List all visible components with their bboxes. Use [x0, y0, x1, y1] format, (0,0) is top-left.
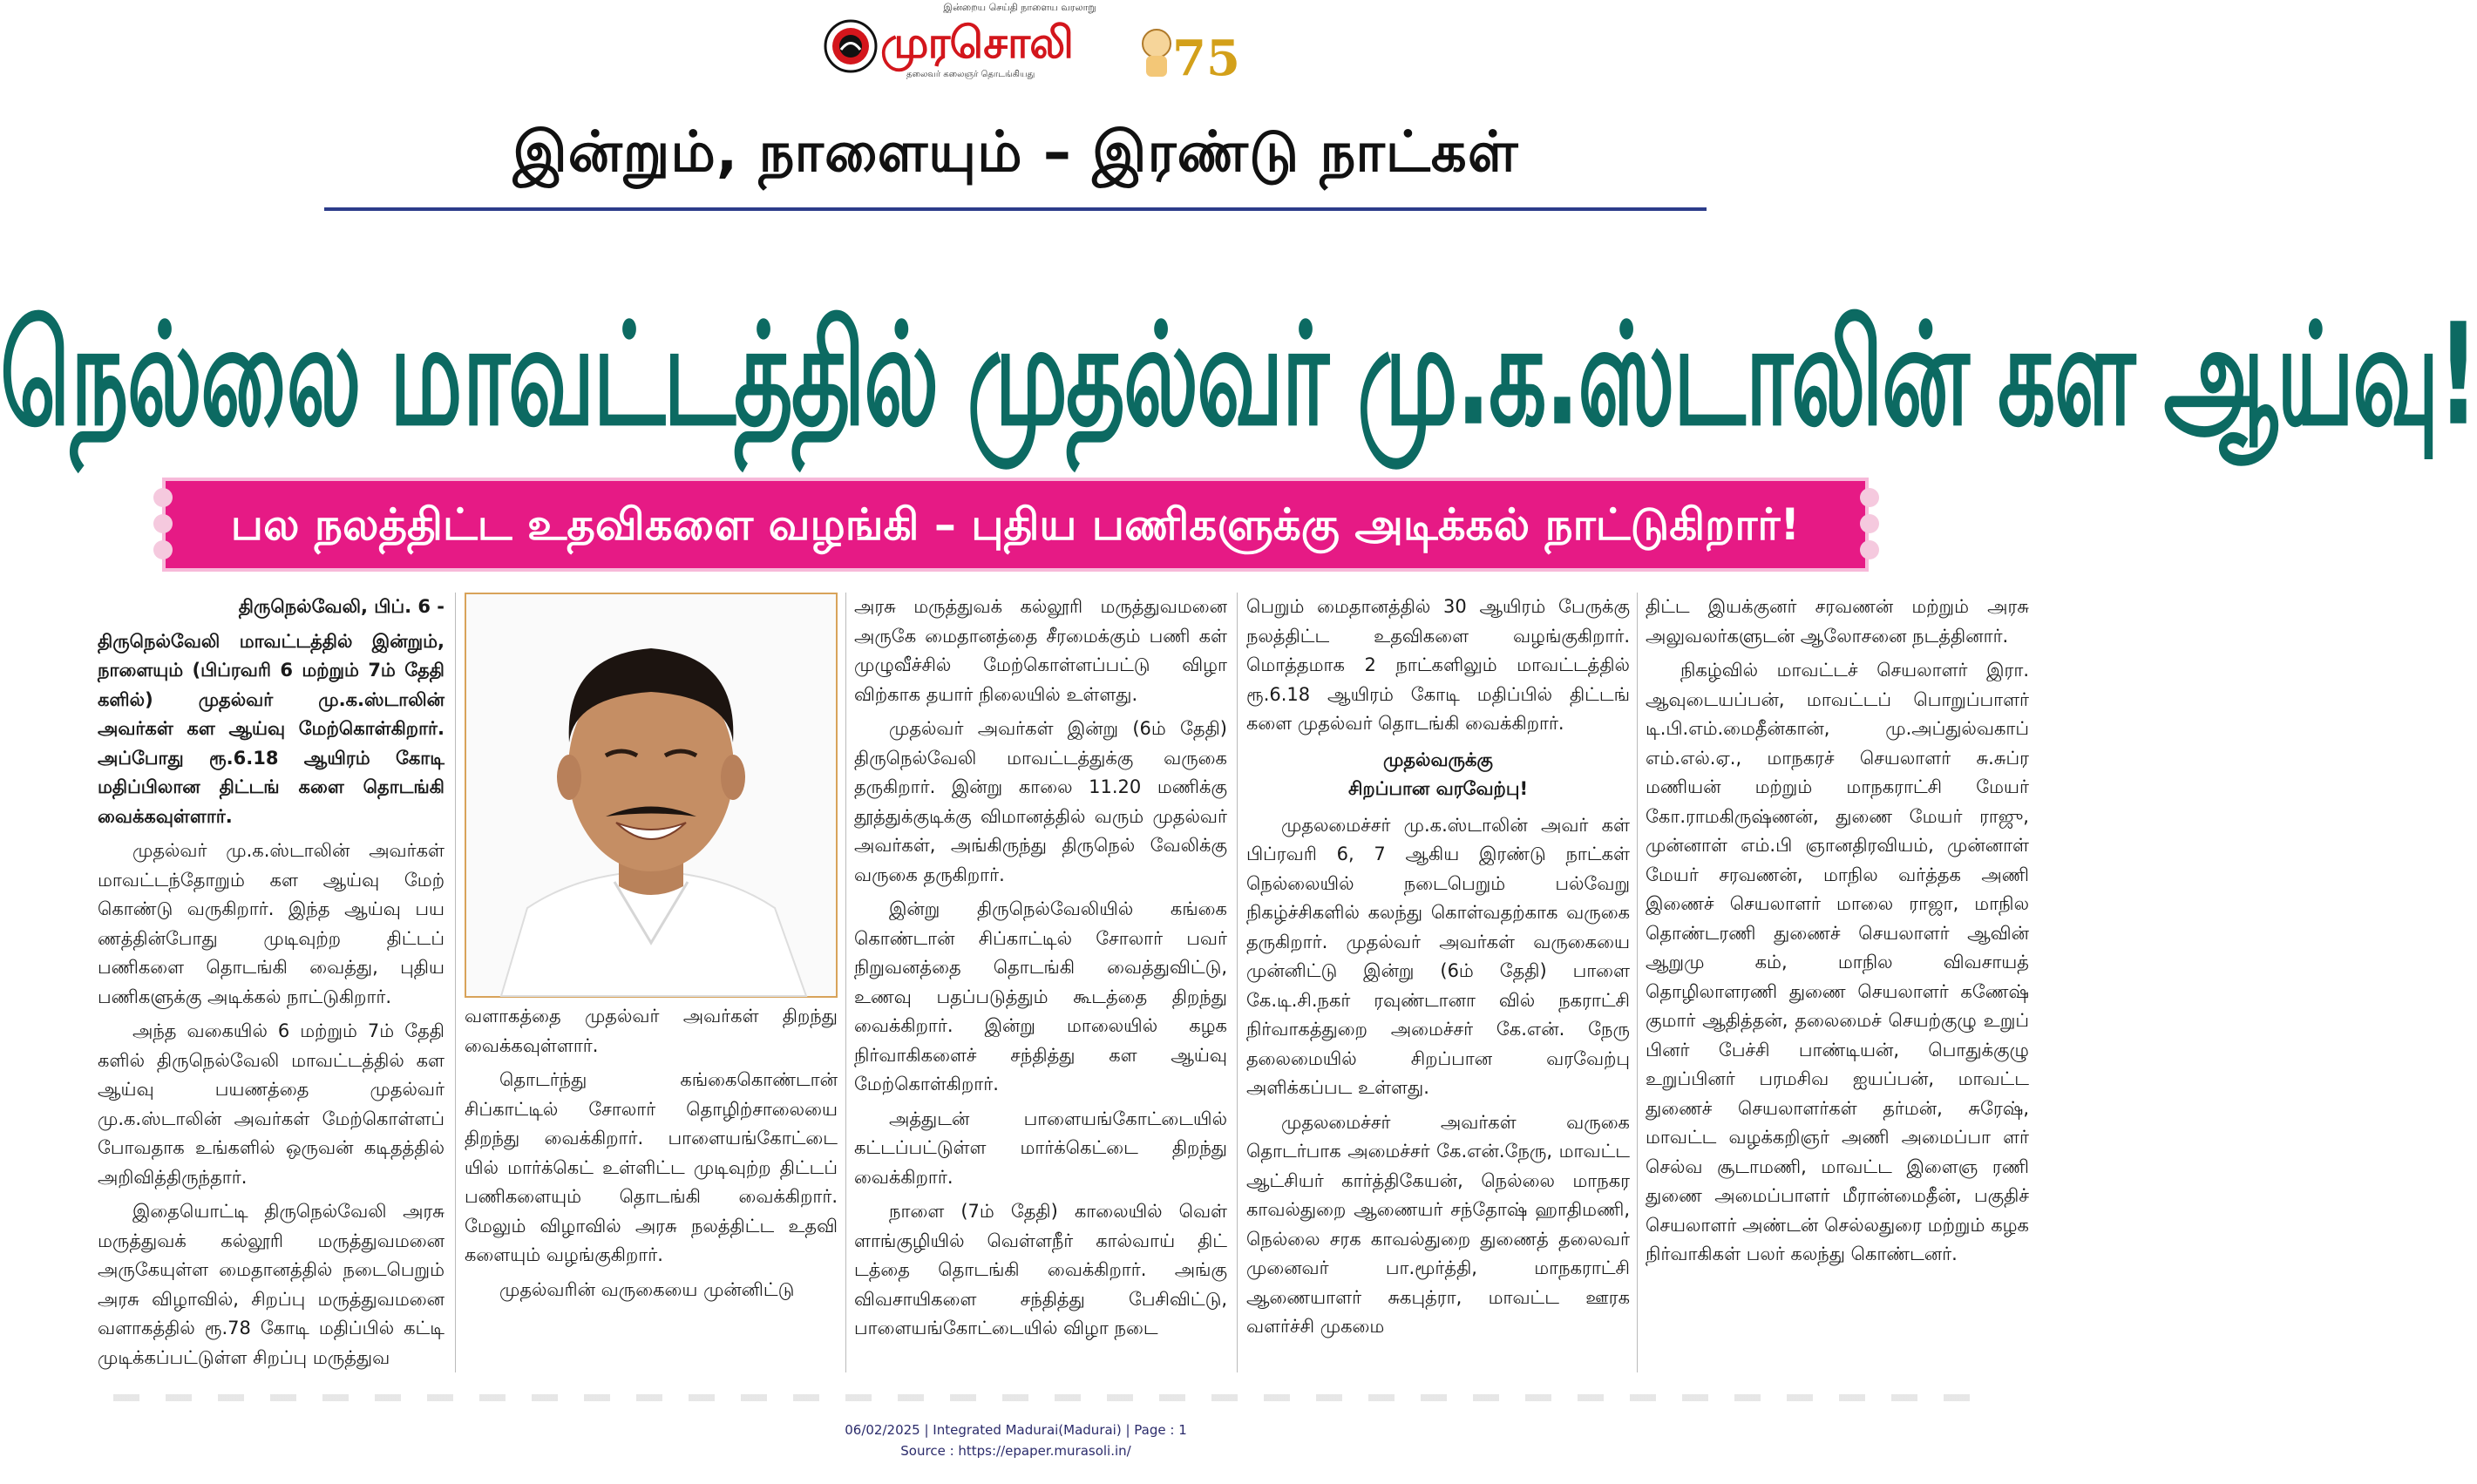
body-paragraph: நிகழ்வில் மாவட்டச் செயலாளர் இரா. ஆவுடையப்பன், மாவட்டப் பொறுப்பாளர் டி.பி.எம்.மைதீன்கான், மு.அப்துல்வகாப் எம்.எல்.ஏ., மாநகரச் செயலாளர் சு.சுப்ர மணியன் மற்றும் மாநகராட்சி மேயர் கோ.ராமகிருஷ்ணன், துணை மேயர் ராஜு, முன்னாள் எம்.பி ஞானதிரவியம், முன்னாள் மேயர் சரவணன், மாநில வர்த்தக அணி இணைச் செயலாளர் மாலை ராஜா, மாநில தொண்டரணி துணைச் செயலாளர் ஆவின் ஆறுமு கம், மாநில விவசாயத் தொழிலாளரணி துணை செயலாளர் கணேஷ் குமார் ஆதித்தன், தலைமைச் செயற்குழு உறுப் பினர் பேச்சி பாண்டியன், பொதுக்குழு உறுப்பினர் பரமசிவ ஐயப்பன், மாவட்ட துணைச் செயலாளர்கள் தர்மன், சுரேஷ், மாவட்ட வழக்கறிஞர் அணி அமைப்பா ளர் செல்வ சூடாமணி, மாவட்ட இளைஞ ரணி துணை அமைப்பாளர் மீரான்மைதீன், பகுதிச் செயலாளர் அண்டன் செல்லதுரை மற்றும் கழக நிர்வாகிகள் பலர் கலந்து கொண்டனர். — [1646, 660, 2029, 1264]
party-seal-icon — [824, 19, 878, 73]
body-paragraph: முதல்வர் அவர்கள் இன்று (6ம் தேதி) திருநெல்வேலி மாவட்டத்துக்கு வருகை தருகிறார். இன்று காலை 11.20 மணிக்கு தூத்துக்குடிக்கு விமானத்தில் வரும் முதல்வர் அவர்கள், அங்கிருந்து திருநெல் வேலிக்கு வருகை தருகிறார். — [854, 718, 1227, 885]
article-column-5 — [1646, 593, 2029, 1270]
lead-paragraph: திருநெல்வேலி மாவட்டத்தில் இன்றும், நாளையும் (பிப்ரவரி 6 மற்றும் 7ம் தேதி களில்) முதல்வர் மு.க.ஸ்டாலின் அவர்கள் கள ஆய்வு மேற்கொள்கிறார். அப்போது ரூ.6.18 ஆயிரம் கோடி மதிப்பிலான திட்டங் களை தொடங்கி வைக்கவுள்ளார். — [98, 630, 445, 827]
masthead-tagline: இன்றைய செய்தி நாளைய வரலாறு — [943, 2, 1096, 13]
body-paragraph: இதையொட்டி திருநெல்வேலி அரசு மருத்துவக் கல்லூரி மருத்துவமனை அருகேயுள்ள மைதானத்தில் நடைபெறும் அரசு விழாவில், சிறப்பு மருத்துவமனை வளாகத்தில் ரூ.78 கோடி மதிப்பில் கட்டி முடிக்கப்பட்டுள்ள சிறப்பு மருத்துவ — [98, 1201, 445, 1368]
page-bottom-band — [113, 1394, 1996, 1401]
body-paragraph: வளாகத்தை முதல்வர் அவர்கள் திறந்து வைக்கவுள்ளார். — [465, 1006, 838, 1056]
body-paragraph: முதலமைச்சர் அவர்கள் வருகை தொடர்பாக அமைச்சர் கே.என்.நேரு, மாவட்ட ஆட்சியர் கார்த்திகேயன், நெல்லை மாநகர காவல்துறை ஆணையர் சந்தோஷ் ஹாதிமணி, நெல்லை சரக காவல்துறை துணைத் தலைவர் முனைவர் பா.மூர்த்தி, மாநகராட்சி ஆணையாளர் சுகபுத்ரா, மாவட்ட ஊரக வளர்ச்சி முகமை — [1246, 1111, 1630, 1337]
body-paragraph: முதல்வர் மு.க.ஸ்டாலின் அவர்கள் மாவட்டந்தோறும் கள ஆய்வு மேற் கொண்டு வருகிறார். இந்த ஆய்வு பய ணத்தின்போது முடிவுற்ற திட்டப் பணிகளை தொடங்கி வைத்து, புதிய பணிகளுக்கு அடிக்கல் நாட்டுகிறார். — [98, 840, 445, 1007]
body-paragraph: முதல்வரின் வருகையை முன்னிட்டு — [499, 1278, 795, 1300]
footer-source[interactable]: Source : https://epaper.murasoli.in/ — [900, 1443, 1131, 1459]
masthead-logo: முரசொலி — [880, 17, 1073, 68]
banner-text: பல நலத்திட்ட உதவிகளை வழங்கி – புதிய பணிகளுக்கு அடிக்கல் நாட்டுகிறார்! — [230, 499, 1801, 550]
portrait-illustration — [466, 594, 836, 996]
body-paragraph: அரசு மருத்துவக் கல்லூரி மருத்துவமனை அருகே மைதானத்தை சீரமைக்கும் பணி கள் முழுவீச்சில் மேற்கொள்ளப்பட்டு விழா விற்காக தயார் நிலையில் உள்ளது. — [854, 596, 1227, 705]
main-headline: நெல்லை மாவட்டத்தில் முதல்வர் மு.க.ஸ்டாலின் கள ஆய்வு! — [0, 292, 2477, 457]
body-paragraph: முதலமைச்சர் மு.க.ஸ்டாலின் அவர் கள் பிப்ரவரி 6, 7 ஆகிய இரண்டு நாட்கள் நெல்லையில் நடைபெறும் பல்வேறு நிகழ்ச்சிகளில் கலந்து கொள்வதற்காக வருகை தருகிறார். முதல்வர் அவர்கள் வருகையை முன்னிட்டு இன்று (6ம் தேதி) பாளை கே.டி.சி.நகர் ரவுண்டானா வில் நகராட்சி நிர்வாகத்துறை அமைச்சர் கே.என். நேரு தலைமையில் சிறப்பான வரவேற்பு அளிக்கப்பட உள்ளது. — [1246, 814, 1630, 1098]
body-paragraph: இன்று திருநெல்வேலியில் கங்கை கொண்டான் சிப்காட்டில் சோலார் பவர் நிறுவனத்தை தொடங்கி வைத்துவிட்டு, உணவு பதப்படுத்தும் கூடத்தை திறந்து வைக்கிறார். இன்று மாலையில் கழக நிர்வாகிகளைச் சந்தித்து கள ஆய்வு மேற்கொள்கிறார். — [854, 898, 1227, 1094]
body-paragraph: தொடர்ந்து கங்கைகொண்டான் சிப்காட்டில் சோலார் தொழிற்சாலையை திறந்து வைக்கிறார். பாளையங்கோட்டை யில் மார்க்கெட் உள்ளிட்ட முடிவுற்ற திட்டப் பணிகளையும் தொடங்கி வைக்கிறார். மேலும் விழாவில் அரசு நலத்திட்ட உதவி களையும் வழங்குகிறார். — [465, 1069, 838, 1265]
anniversary-emblem — [1137, 17, 1240, 87]
column-rule — [1637, 593, 1638, 1372]
column-rule — [845, 593, 846, 1372]
column-rule — [1237, 593, 1238, 1372]
subheading: முதல்வருக்கு — [1383, 749, 1493, 770]
article-column-1 — [98, 593, 445, 1372]
body-paragraph: அந்த வகையில் 6 மற்றும் 7ம் தேதி களில் திருநெல்வேலி மாவட்டத்தில் கள ஆய்வு பயணத்தை முதல்வர் மு.க.ஸ்டாலின் அவர்கள் மேற்கொள்ளப் போவதாக உங்களில் ஒருவன் கடிதத்தில் அறிவித்திருந்தார். — [98, 1020, 445, 1188]
anniversary-number: 75 — [1172, 30, 1240, 87]
body-paragraph: அத்துடன் பாளையங்கோட்டையில் கட்டப்பட்டுள்ள மார்க்கெட்டை திறந்து வைக்கிறார். — [854, 1108, 1227, 1188]
footer-edition-info: 06/02/2025 | Integrated Madurai(Madurai) | Page : 1 — [845, 1422, 1187, 1438]
dateline: திருநெல்வேலி, பிப். 6 - — [238, 596, 445, 617]
article-column-3 — [854, 593, 1227, 1344]
subheading: சிறப்பான வரவேற்பு! — [1347, 778, 1529, 799]
kicker-headline: இன்றும், நாளையும் – இரண்டு நாட்கள் — [512, 120, 1519, 185]
body-paragraph: திட்ட இயக்குனர் சரவணன் மற்றும் அரசு அலுவலர்களுடன் ஆலோசனை நடத்தினார். — [1646, 596, 2029, 647]
body-paragraph: பெறும் மைதானத்தில் 30 ஆயிரம் பேருக்கு நலத்திட்ட உதவிகளை வழங்குகிறார். மொத்தமாக 2 நாட்களிலும் மாவட்டத்தில் ரூ.6.18 ஆயிரம் கோடி மதிப்பில் திட்டங் களை முதல்வர் தொடங்கி வைக்கிறார். — [1246, 596, 1630, 734]
chief-minister-photo — [465, 593, 838, 998]
kicker-rule — [324, 207, 1707, 211]
masthead-subtitle: தலைவர் கலைஞர் தொடங்கியது — [906, 70, 1035, 79]
column-rule — [455, 593, 456, 1372]
article-column-2 — [465, 1002, 838, 1304]
body-paragraph: நாளை (7ம் தேதி) காலையில் வெள் ளாங்குழியில் வெள்ளநீர் கால்வாய் திட் டத்தை தொடங்கி வைக்கிறார். அங்கு விவசாயிகளை சந்தித்து பேசிவிட்டு, பாளையங்கோட்டையில் விழா நடை — [854, 1201, 1227, 1338]
article-column-4 — [1246, 593, 1630, 1342]
